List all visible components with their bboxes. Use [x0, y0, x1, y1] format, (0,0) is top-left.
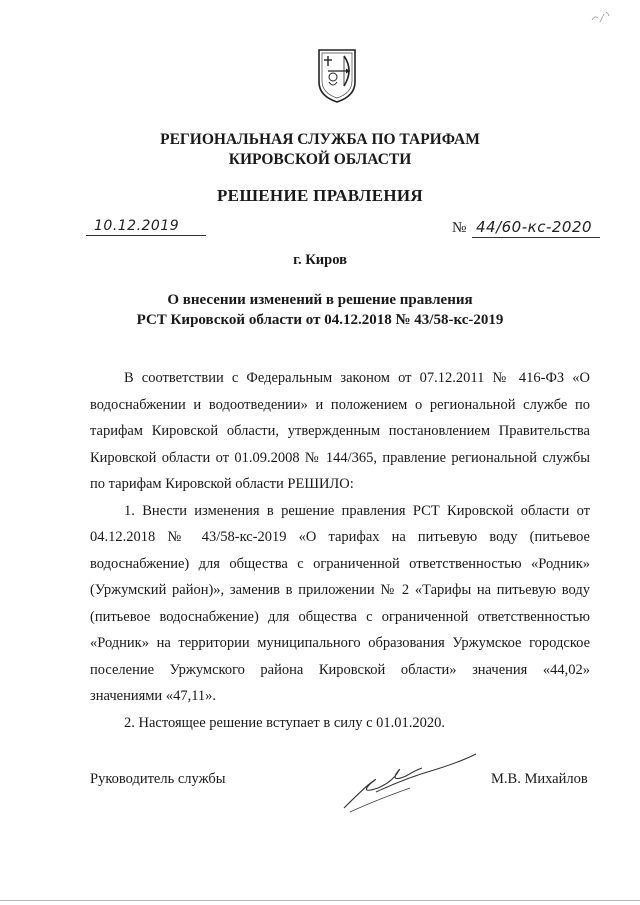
- subject-line-1: О внесении изменений в решение правления: [167, 292, 473, 308]
- organization-name: [0, 130, 640, 170]
- decision-number: 44/60-кс-2020: [476, 218, 593, 236]
- item-2-paragraph: 2. Настоящее решение вступает в силу с 01.01.2020.: [124, 714, 446, 731]
- page-bottom-edge: [0, 900, 640, 901]
- handwritten-mark: [588, 8, 612, 28]
- preamble-paragraph: В соответствии с Федеральным законом от 07.12.2011 № 416-ФЗ «О водоснабжении и водоотведении» и положением о региональной службе по тарифам Кировской области, утвержденным постановлением Правительства Кировской области от 01.09.2008 № 144/365, правление региональной службы по тарифам Кировской области РЕШИЛО:: [90, 370, 590, 492]
- signatory-name: М.В. Михайлов: [491, 771, 588, 787]
- organization-line-1: РЕГИОНАЛЬНАЯ СЛУЖБА ПО ТАРИФАМ: [160, 131, 480, 148]
- subject-line-2: РСТ Кировской области от 04.12.2018 № 43/58-кс-2019: [136, 312, 504, 328]
- city: г. Киров: [293, 252, 347, 268]
- decision-number-field: [452, 218, 600, 240]
- decision-body: [90, 365, 590, 736]
- item-1-paragraph: 1. Внести изменения в решение правления РСТ Кировской области от 04.12.2018 № 43/58-кс-2019 «О тарифах на питьевую воду (питьевое водоснабжение) для общества с ограниченной ответственностью «Родник» (Уржумский район)», заменив в приложении № 2 «Тарифы на питьевую воду (питьевое водоснабжение) для общества с ограниченной ответственностью «Родник» на территории муниципального образования Уржумское городское поселение Уржумского района Кировской области» значения «44,02» значениями «47,11».: [90, 502, 590, 704]
- decision-date: 10.12.2019: [94, 218, 180, 234]
- number-sign: №: [452, 220, 467, 236]
- coat-of-arms-icon: [316, 46, 358, 104]
- document-type: РЕШЕНИЕ ПРАВЛЕНИЯ: [217, 186, 423, 205]
- handwritten-signature: [336, 742, 486, 818]
- date-underline: [86, 235, 206, 236]
- decision-subject: [0, 290, 640, 330]
- organization-line-2: КИРОВСКОЙ ОБЛАСТИ: [228, 151, 412, 168]
- decision-date-field: [86, 218, 206, 238]
- number-underline: [472, 237, 600, 238]
- signatory-role: Руководитель службы: [90, 771, 226, 787]
